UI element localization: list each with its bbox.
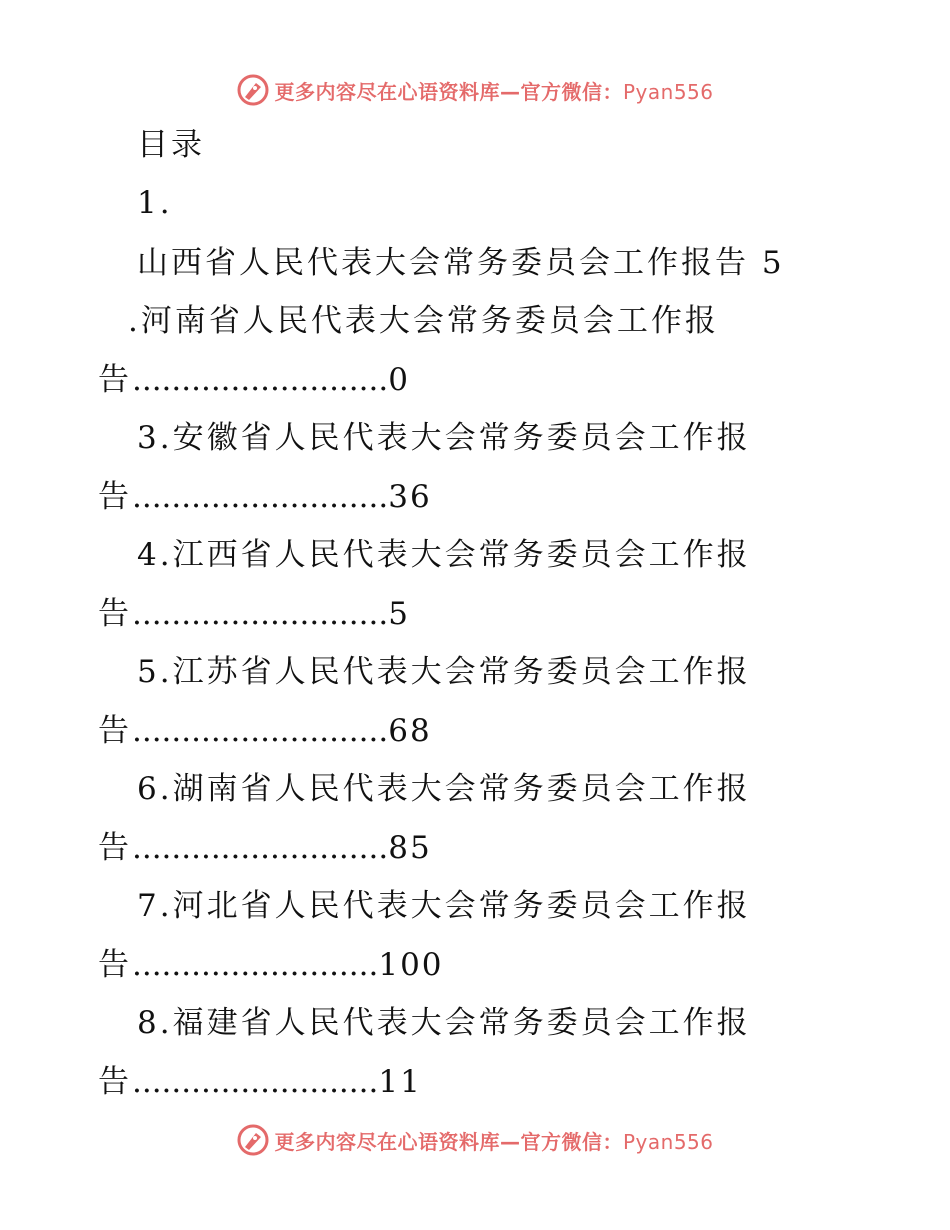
toc-entry-6: [137, 769, 751, 809]
toc-entry-title: 湖南省人民代表大会常务委员会工作报: [172, 771, 751, 807]
toc-entry-tail: 告: [98, 362, 132, 398]
toc-entry-title: 河南省人民代表大会常务委员会工作报: [140, 303, 719, 339]
toc-entry-index: 8.: [137, 1005, 173, 1041]
toc-entry-page: 0: [388, 362, 410, 398]
toc-entry-index: 7.: [137, 888, 173, 924]
watermark-text: 更多内容尽在心语资料库—官方微信：Pyan556: [274, 79, 714, 104]
toc-entry-title: 河北省人民代表大会常务委员会工作报: [172, 888, 751, 924]
toc-entry-4-cont: [98, 594, 410, 634]
toc-leader-dots: .........................: [132, 1064, 379, 1100]
toc-leader-dots: ..........................: [132, 830, 389, 866]
toc-entry-page: 68: [388, 713, 432, 749]
toc-entry-index: 3.: [137, 420, 173, 456]
toc-entry-index: 6.: [137, 771, 173, 807]
toc-entry-title: 山西省人民代表大会常务委员会工作报告: [137, 245, 749, 281]
toc-entry-3-cont: [98, 477, 432, 517]
toc-entry-page: 100: [378, 947, 444, 983]
toc-entry-5-cont: [98, 711, 432, 751]
toc-entry-page: 85: [388, 830, 432, 866]
toc-entry-4: [137, 535, 751, 575]
toc-entry-title: 江苏省人民代表大会常务委员会工作报: [172, 654, 751, 690]
toc-entry-title: 江西省人民代表大会常务委员会工作报: [172, 537, 751, 573]
toc-entry-page: 11: [378, 1064, 422, 1100]
toc-leader-dots: ..........................: [132, 596, 389, 632]
toc-entry-8-cont: [98, 1062, 422, 1102]
toc-entry-index: 4.: [137, 537, 173, 573]
toc-leader-dots: .........................: [132, 947, 379, 983]
toc-leader-dots: ..........................: [132, 479, 389, 515]
toc-entry-1: [137, 243, 784, 283]
toc-entry-tail: 告: [98, 1064, 132, 1100]
toc-entry-tail: 告: [98, 830, 132, 866]
toc-entry-title: 安徽省人民代表大会常务委员会工作报: [172, 420, 751, 456]
pen-nib-logo-icon: [236, 1123, 270, 1157]
toc-entry-title: 福建省人民代表大会常务委员会工作报: [172, 1005, 751, 1041]
toc-entry-index: 5.: [137, 654, 173, 690]
toc-entry-tail: 告: [98, 713, 132, 749]
toc-entry-tail: 告: [98, 479, 132, 515]
toc-entry-2-cont: [98, 360, 410, 400]
toc-leader-dots: ..........................: [132, 362, 389, 398]
watermark-text: 更多内容尽在心语资料库—官方微信：Pyan556: [274, 1129, 714, 1154]
toc-entry-5: [137, 652, 751, 692]
toc-entry-7: [137, 886, 751, 926]
footer-watermark: [0, 1120, 950, 1160]
toc-entry-6-cont: [98, 828, 432, 868]
header-watermark: [0, 70, 950, 110]
toc-entry-1-index: 1.: [137, 185, 173, 221]
toc-title: 目录: [137, 127, 205, 163]
toc-entry-8: [137, 1003, 751, 1043]
toc-entry-page: 5: [761, 245, 784, 281]
toc-entry-3: [137, 418, 751, 458]
toc-entry-2: [128, 301, 719, 341]
toc-entry-tail: 告: [98, 596, 132, 632]
toc-entry-7-cont: [98, 945, 444, 985]
toc-entry-index: .: [128, 303, 141, 339]
pen-nib-logo-icon: [236, 73, 270, 107]
toc-leader-dots: ..........................: [132, 713, 389, 749]
toc-entry-tail: 告: [98, 947, 132, 983]
toc-entry-page: 36: [388, 479, 432, 515]
toc-entry-page: 5: [388, 596, 410, 632]
